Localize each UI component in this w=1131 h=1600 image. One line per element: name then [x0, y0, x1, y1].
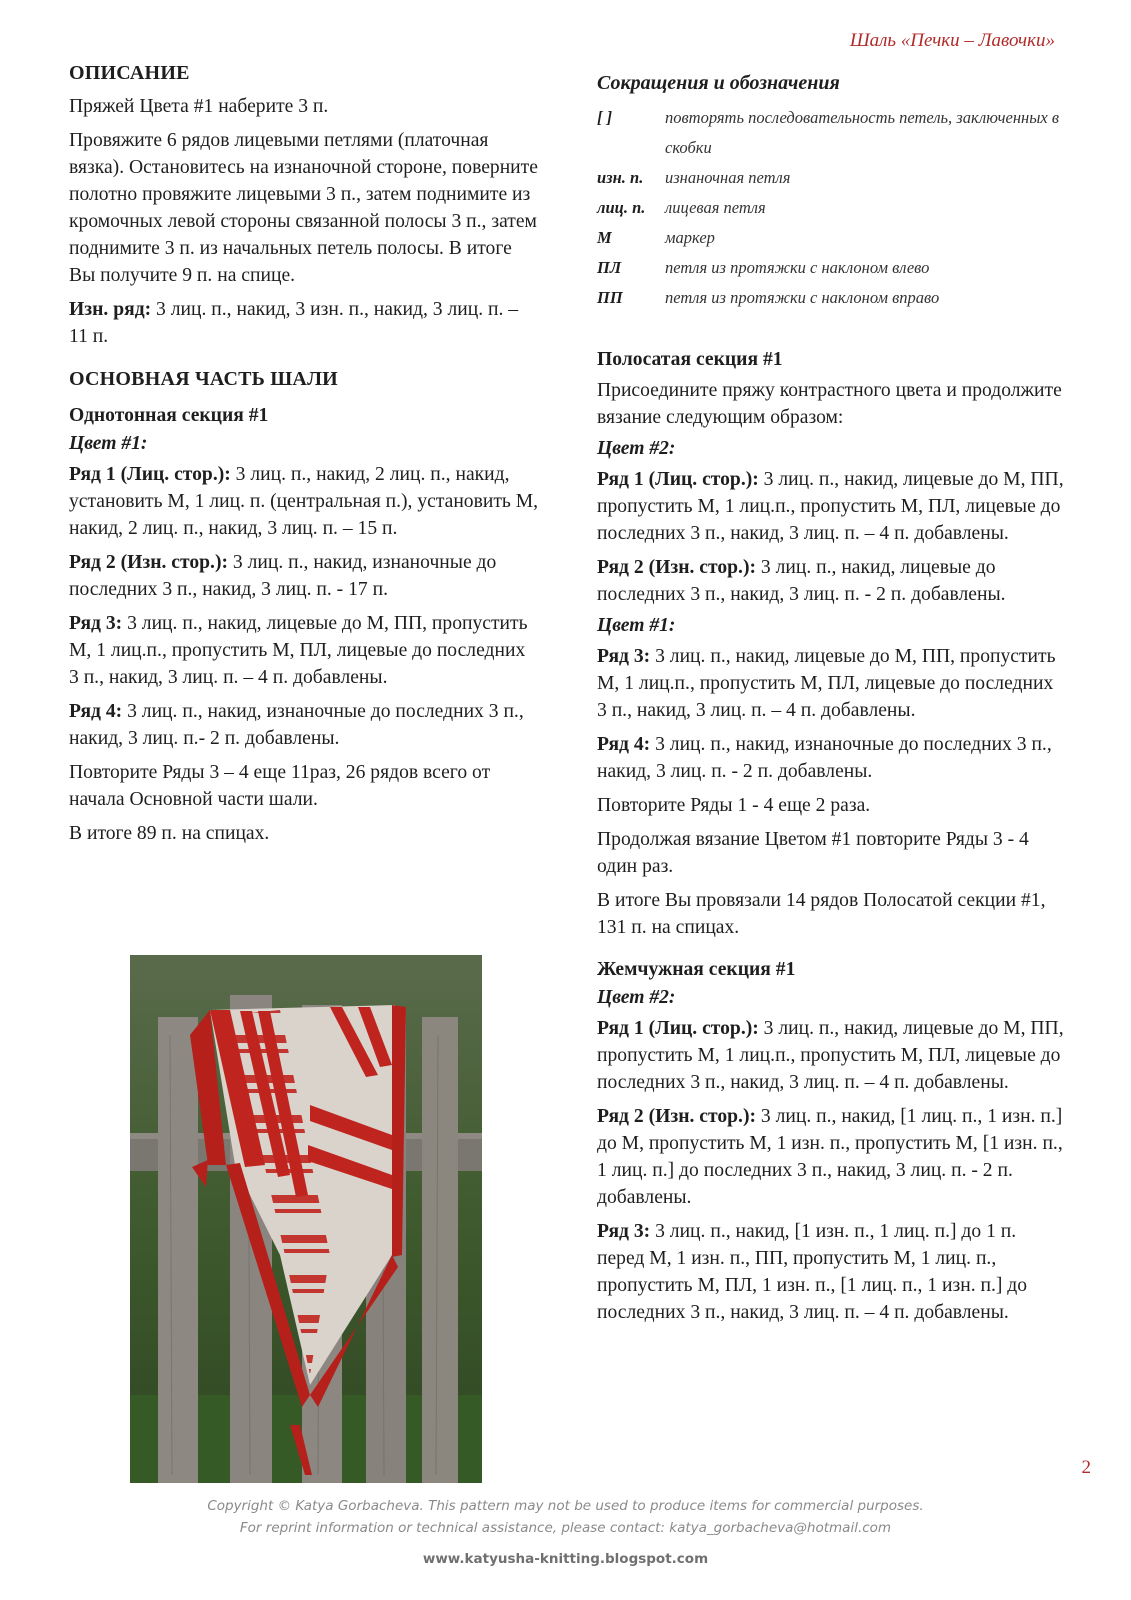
main-part-heading: ОСНОВНАЯ ЧАСТЬ ШАЛИ: [69, 368, 338, 390]
abbreviation-item: [597, 163, 1067, 193]
stripe-row-2-label: Ряд 2 (Изн. стор.):: [597, 557, 756, 578]
pearl-row-2-label: Ряд 2 (Изн. стор.):: [597, 1106, 756, 1127]
pearl-row-2-text: 3 лиц. п., накид, [1 лиц. п., 1 изн. п.] до М, пропустить М, 1 изн. п., пропустить М, [1 изн. п., 1 лиц. п.] до последних 3 п., накид, 3 лиц. п. - 2 п. добавлены.: [597, 1106, 1063, 1208]
page-number: 2: [1081, 1457, 1091, 1478]
stripe-row-3-text: 3 лиц. п., накид, лицевые до М, ПП, пропустить М, 1 лиц.п., пропустить М, ПЛ, лицевые до последних 3 п., накид, 3 лиц. п. – 4 п. добавлены.: [597, 646, 1056, 721]
abbreviation-item: [597, 253, 1067, 283]
stripe-intro: Присоедините пряжу контрастного цвета и продолжите вязание следующим образом:: [597, 380, 1062, 428]
ws-row-label: Изн. ряд:: [69, 299, 152, 320]
right-column: [597, 62, 1067, 1333]
pearl-row-1-text: 3 лиц. п., накид, лицевые до М, ПП, пропустить М, 1 лиц.п., пропустить М, ПЛ, лицевые до последних 3 п., накид, 3 лиц. п. – 4 п. добавлены.: [597, 1018, 1064, 1093]
stripe-row-4: [597, 731, 1067, 785]
abbreviation-item: [597, 103, 1067, 163]
pearl-row-3-text: 3 лиц. п., накид, [1 изн. п., 1 лиц. п.] до 1 п. перед М, 1 изн. п., ПП, пропустить М, 1 лиц. п., пропустить М, ПЛ, 1 изн. п., [1 лиц. п., 1 изн. п.] до последних 3 п., накид, 3 лиц. п. – 4 п. добавлены.: [597, 1221, 1028, 1323]
solid-row-3-label: Ряд 3:: [69, 613, 123, 634]
color-1-label: Цвет #1:: [597, 615, 676, 636]
stripe-row-3-label: Ряд 3:: [597, 646, 651, 667]
stripe-total: В итоге Вы провязали 14 рядов Полосатой секции #1, 131 п. на спицах.: [597, 890, 1046, 938]
abbreviation-value: маркер: [665, 228, 715, 247]
stripe-repeat-1: Повторите Ряды 1 - 4 еще 2 раза.: [597, 795, 871, 816]
abbreviation-item: [597, 283, 1067, 313]
solid-row-2-text: 3 лиц. п., накид, изнаночные до последних 3 п., накид, 3 лиц. п. - 17 п.: [69, 552, 497, 600]
pearl-row-1-label: Ряд 1 (Лиц. стор.):: [597, 1018, 759, 1039]
stripe-row-1-text: 3 лиц. п., накид, лицевые до М, ПП, пропустить М, 1 лиц.п., пропустить М, ПЛ, лицевые до последних 3 п., накид, 3 лиц. п. – 4 п. добавлены.: [597, 469, 1064, 544]
stripe-row-2: [597, 554, 1067, 608]
abbreviation-key: лиц. п.: [597, 198, 646, 217]
solid-row-1-label: Ряд 1 (Лиц. стор.):: [69, 464, 231, 485]
stripe-row-1: [597, 466, 1067, 547]
solid-section-heading: Однотонная секция #1: [69, 405, 269, 426]
solid-row-3-text: 3 лиц. п., накид, лицевые до М, ПП, пропустить М, 1 лиц.п., пропустить М, ПЛ, лицевые до последних 3 п., накид, 3 лиц. п. – 4 п. добавлены.: [69, 613, 528, 688]
pearl-row-1: [597, 1015, 1067, 1096]
abbreviation-value: повторять последовательность петель, заключенных в скобки: [665, 108, 1059, 157]
abbreviation-value: петля из протяжки с наклоном влево: [665, 258, 930, 277]
copyright-line-2: For reprint information or technical assistance, please contact: katya_gorbacheva@hotmail.com: [239, 1520, 892, 1536]
pearl-row-2: [597, 1103, 1067, 1211]
ws-row-instruction: [69, 296, 539, 350]
description-paragraph-1: Пряжей Цвета #1 наберите 3 п.: [69, 96, 329, 117]
abbreviation-key: [ ]: [597, 108, 613, 127]
abbreviation-item: [597, 223, 1067, 253]
solid-row-4: [69, 698, 539, 752]
description-paragraph-2: Провяжите 6 рядов лицевыми петлями (платочная вязка). Остановитесь на изнаночной стороне, поверните полотно провяжите лицевыми 3 п., затем поднимите из кромочных левой стороны связанной полосы 3 п., затем поднимите 3 п. из начальных петель полосы. В итоге Вы получите 9 п. на спице.: [69, 130, 538, 286]
abbreviation-value: изнаночная петля: [665, 168, 791, 187]
abbreviations-title: Сокращения и обозначения: [597, 72, 840, 94]
abbreviation-key: М: [597, 228, 612, 247]
solid-repeat-instruction: Повторите Ряды 3 – 4 еще 11раз, 26 рядов всего от начала Основной части шали.: [69, 762, 491, 810]
shawl-photo: [130, 955, 482, 1483]
color-2-label: Цвет #2:: [597, 438, 676, 459]
copyright-line-1: Copyright © Katya Gorbacheva. This pattern may not be used to produce items for commercial purposes.: [207, 1498, 924, 1514]
color-2-label: Цвет #2:: [597, 987, 676, 1008]
left-column: [69, 62, 539, 854]
solid-row-2-label: Ряд 2 (Изн. стор.):: [69, 552, 228, 573]
stripe-row-2-text: 3 лиц. п., накид, лицевые до последних 3 п., накид, 3 лиц. п. - 2 п. добавлены.: [597, 557, 1006, 605]
stripe-row-1-label: Ряд 1 (Лиц. стор.):: [597, 469, 759, 490]
stripe-section-heading: Полосатая секция #1: [597, 349, 783, 370]
ws-row-text: 3 лиц. п., накид, 3 изн. п., накид, 3 лиц. п. – 11 п.: [69, 299, 519, 347]
abbreviation-item: [597, 193, 1067, 223]
abbreviation-key: изн. п.: [597, 168, 644, 187]
solid-row-4-label: Ряд 4:: [69, 701, 123, 722]
solid-row-1: [69, 461, 539, 542]
abbreviation-value: петля из протяжки с наклоном вправо: [665, 288, 940, 307]
document-header-title: Шаль «Печки – Лавочки»: [849, 30, 1055, 51]
pearl-row-3: [597, 1218, 1067, 1326]
description-heading: ОПИСАНИЕ: [69, 62, 190, 84]
abbreviation-value: лицевая петля: [665, 198, 766, 217]
solid-row-1-text: 3 лиц. п., накид, 2 лиц. п., накид, установить М, 1 лиц. п. (центральная п.), установить М, накид, 2 лиц. п., накид, 3 лиц. п. – 15 п.: [69, 464, 539, 539]
color-1-label: Цвет #1:: [69, 433, 148, 454]
solid-row-4-text: 3 лиц. п., накид, изнаночные до последних 3 п., накид, 3 лиц. п.- 2 п. добавлены.: [69, 701, 524, 749]
stripe-repeat-2: Продолжая вязание Цветом #1 повторите Ряды 3 - 4 один раз.: [597, 829, 1029, 877]
website-link[interactable]: www.katyusha-knitting.blogspot.com: [422, 1551, 709, 1567]
stripe-row-4-label: Ряд 4:: [597, 734, 651, 755]
stripe-row-4-text: 3 лиц. п., накид, изнаночные до последних 3 п., накид, 3 лиц. п. - 2 п. добавлены.: [597, 734, 1052, 782]
stripe-row-3: [597, 643, 1067, 724]
pearl-section-heading: Жемчужная секция #1: [597, 959, 796, 980]
copyright-notice: [0, 1495, 1131, 1539]
abbreviation-key: ПП: [597, 288, 623, 307]
solid-row-3: [69, 610, 539, 691]
solid-row-2: [69, 549, 539, 603]
abbreviation-key: ПЛ: [597, 258, 622, 277]
pearl-row-3-label: Ряд 3:: [597, 1221, 651, 1242]
solid-total-stitches: В итоге 89 п. на спицах.: [69, 823, 270, 844]
